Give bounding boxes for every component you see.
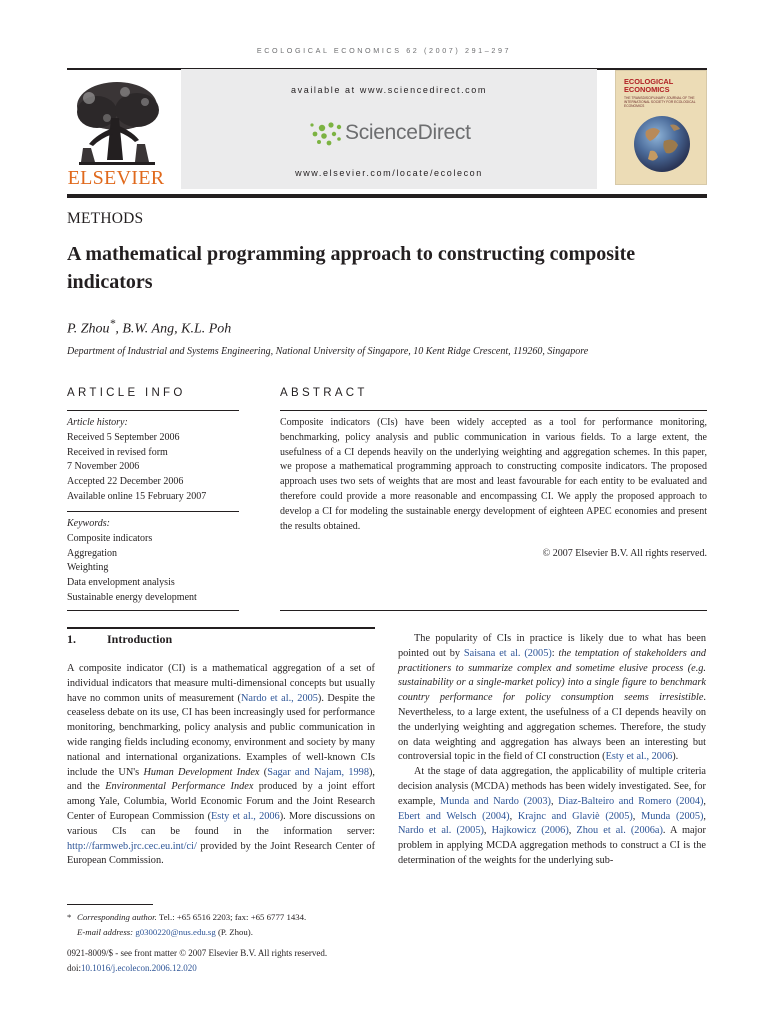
citation-link[interactable]: Saisana et al. (2005) [463, 647, 552, 659]
abstract-header: ABSTRACT [280, 387, 368, 399]
elsevier-wordmark: ELSEVIER [67, 167, 165, 189]
abstract-text: Composite indicators (CIs) have been widely accepted as a tool for performance monitoring, benchmarking, policy analysis and public communication in various fields. To a large extent, the usefulness of a CI depends heavily on the underlying weighting and aggregation schemes. In this paper, we propose a mathematical programming approach to constructing composite indicators. The proposed approach uses two sets of weights that are most and least favourable for each entity to be evaluated and therefore could provide a more reasonable and encompassing CI. We apply the proposed approach to develop a CI for modeling the sustainable energy development of eighteen APEC economies and present the results obtained. [280, 417, 707, 532]
footnote-label: Corresponding author. [77, 912, 157, 922]
history-label: Article history: [67, 417, 128, 428]
citation-link[interactable]: Krajnc and Glaviè (2005) [517, 810, 633, 822]
citation-link[interactable]: Sagar and Najam, 1998 [267, 766, 369, 778]
paragraph: A composite indicator (CI) is a mathematical aggregation of a set of individual indicators that measure multi-dimensional concepts but usually have no common units of measurement (Nardo et al., 2005). Despite the ceaseless debate on its use, CI has been increasingly used for performance monitoring, benchmarking, policy analysis and public communication in wide ranging fields including economy, environment and society by many national and international organizations. Examples of well-known CIs include the UN's Human Development Index (Sagar and Najam, 1998), and the Environmental Performance Index produced by a joint effort among Yale, Columbia, World Economic Forum and the Joint Research Center of European Commission (Esty et al., 2006). More discussions on various CIs can be found in the information server: http://farmweb.jrc.cec.eu.int/ci/ provided by the Joint Research Center of European Commission. [67, 663, 376, 867]
footnote: * Corresponding author. Tel.: +65 6516 2203; fax: +65 6777 1434. E-mail address: g0300220@nus.edu.sg (P. Zhou). [67, 912, 307, 937]
citation-link[interactable]: Munda (2005) [641, 810, 704, 822]
paragraph: The popularity of CIs in practice is likely due to what has been pointed out by Saisana et al. (2005): the temptation of stakeholders and practitioners to summarize complex and sometime elusive process (e.g. sustainability or a single-market policy) into a single figure to benchmark country performance for policy consumption seems irresistible. Nevertheless, to a large extent, the usefulness of a CI depends heavily on the underlying weighting and aggregation schemes. Therefore, the study on data weighting and aggregation has always been an interesting but controversial topic in the field of CI construction (Esty et al., 2006). [398, 633, 707, 763]
keyword: Sustainable energy development [67, 591, 197, 603]
citation-link[interactable]: Hajkowicz (2006) [491, 825, 569, 837]
globe-illustration [626, 111, 698, 177]
citation-link[interactable]: Esty et al., 2006 [605, 751, 673, 763]
citation-link[interactable]: Munda and Nardo (2003) [440, 795, 551, 807]
body-column-right [398, 632, 706, 869]
history-item: Received in revised form [67, 446, 168, 458]
keywords [67, 517, 239, 606]
citation-link[interactable]: Ebert and Welsch (2004) [398, 810, 510, 822]
url-link[interactable]: http://farmweb.jrc.cec.eu.int/ci/ [67, 840, 197, 852]
keyword: Weighting [67, 562, 109, 574]
author-list [67, 317, 231, 338]
footnote-mark: * [67, 912, 72, 922]
author-others: , B.W. Ang, K.L. Poh [115, 321, 232, 337]
running-head: ECOLOGICAL ECONOMICS 62 (2007) 291–297 [256, 46, 512, 55]
keywords-label: Keywords: [67, 518, 110, 529]
history-item: Available online 15 February 2007 [67, 490, 207, 502]
citation-link[interactable]: Nardo et al., 2005 [240, 692, 318, 704]
journal-url: www.elsevier.com/locate/ecolecon [295, 168, 483, 178]
sciencedirect-wordmark: ScienceDirect [345, 121, 471, 144]
history-item: Received 5 September 2006 [67, 431, 180, 443]
article-title: A mathematical programming approach to constructing composite indicators [67, 243, 636, 293]
issn-line: 0921-8009/$ - see front matter © 2007 Elsevier B.V. All rights reserved. [67, 948, 328, 958]
article-history [67, 416, 239, 505]
divider [67, 610, 239, 611]
available-at-text: available at www.sciencedirect.com [291, 85, 487, 95]
email-label: E-mail address: [77, 926, 134, 937]
affiliation: Department of Industrial and Systems Engineering, National University of Singapore, 10 Kent Ridge Crescent, 119260, Singapore [67, 346, 589, 357]
email-link[interactable]: g0300220@nus.edu.sg [135, 926, 216, 937]
body-column-left [67, 662, 375, 869]
cover-title: ECOLOGICAL ECONOMICS [624, 77, 674, 95]
journal-cover [615, 70, 707, 185]
corresponding-mark[interactable]: * [109, 317, 116, 330]
section-rule [67, 627, 375, 629]
article-info-header: ARTICLE INFO [67, 387, 186, 399]
section-label: METHODS [67, 210, 144, 227]
elsevier-tree-logo [67, 78, 165, 168]
front-matter: 0921-8009/$ - see front matter © 2007 Elsevier B.V. All rights reserved. doi:10.1016/j.ecolecon.2006.12.020 [67, 946, 467, 975]
history-item: Accepted 22 December 2006 [67, 476, 184, 488]
divider [67, 410, 239, 411]
citation-link[interactable]: Nardo et al. (2005) [398, 825, 484, 837]
history-item: 7 November 2006 [67, 461, 140, 473]
cover-subtitle: THE TRANSDISCIPLINARY JOURNAL OF THE INTERNATIONAL SOCIETY FOR ECOLOGICAL ECONOMICS [624, 96, 696, 108]
section-heading: Introduction [107, 632, 173, 646]
footnote-contact: Tel.: +65 6516 2203; fax: +65 6777 1434. [156, 912, 307, 922]
keyword: Composite indicators [67, 532, 153, 544]
divider [280, 410, 707, 411]
author-zhou[interactable]: P. Zhou [67, 321, 110, 337]
divider [280, 610, 707, 611]
paragraph: At the stage of data aggregation, the applicability of multiple criteria decision analysis (MCDA) methods has been widely investigated. See, for example, Munda and Nardo (2003), Diaz-Balteiro and Romero (2004), Ebert and Welsch (2004), Krajnc and Glaviè (2005), Munda (2005), Nardo et al. (2005), Hajkowicz (2006), Zhou et al. (2006a). A major problem in applying MCDA aggregation methods to construct a CI is the determination of the weights for the underlying sub- [398, 766, 706, 866]
citation-link[interactable]: Diaz-Balteiro and Romero (2004) [558, 795, 704, 807]
abstract-copyright: © 2007 Elsevier B.V. All rights reserved. [542, 548, 707, 559]
doi-link[interactable]: 10.1016/j.ecolecon.2006.12.020 [81, 962, 197, 973]
footnote-rule [67, 904, 153, 905]
citation-link[interactable]: Zhou et al. (2006a) [576, 825, 663, 837]
divider [67, 511, 239, 512]
keyword: Data envelopment analysis [67, 577, 175, 589]
keyword: Aggregation [67, 547, 117, 559]
section-number: 1. [67, 632, 76, 646]
header-thick-rule [67, 194, 707, 198]
citation-link[interactable]: Esty et al., 2006 [211, 810, 280, 822]
quotation: the temptation of stakeholders and practitioners to summarize complex and sometime elusive process (e.g. sustainability or a single-market policy) into a single figure to benchmark country performance for policy consumption seems irresistible [398, 647, 707, 704]
